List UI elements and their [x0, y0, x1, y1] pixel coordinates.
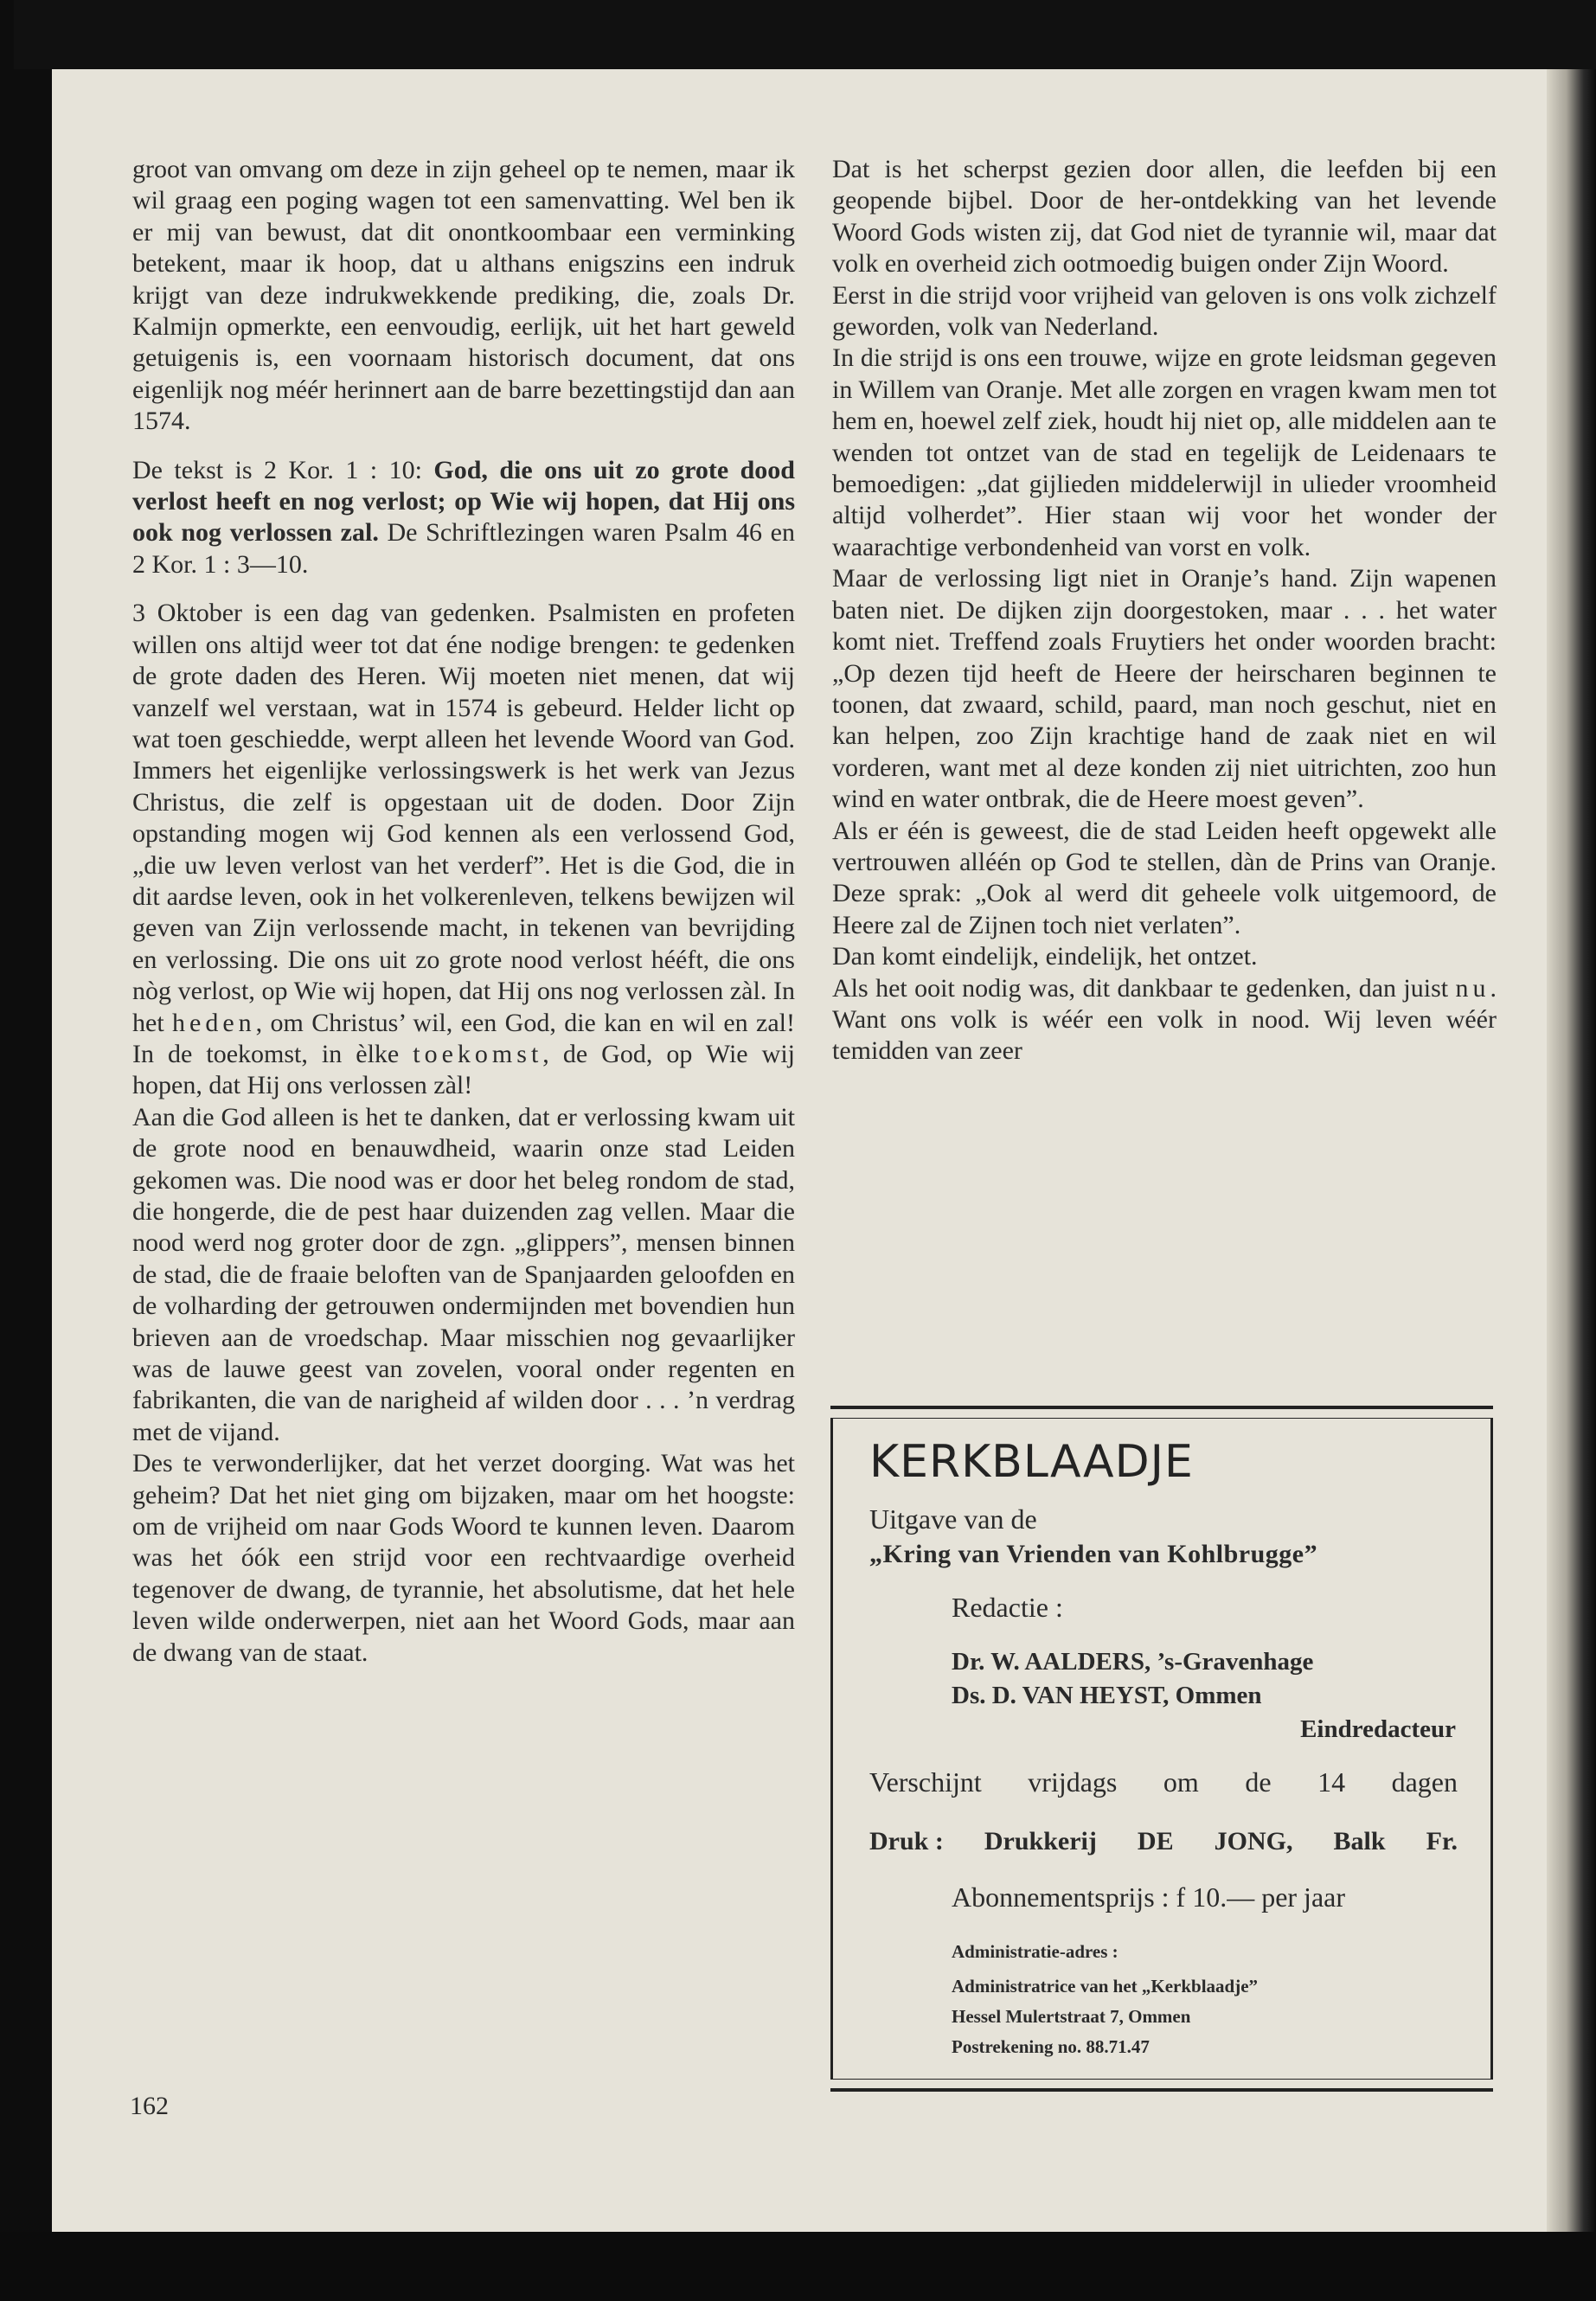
editor-1: Dr. W. AALDERS, ’s-Gravenhage [952, 1648, 1314, 1676]
text-run: Als het ooit nodig was, dit dankbaar te gedenken, dan juist [832, 973, 1456, 1003]
scan-border-top [14, 0, 1596, 69]
paragraph: Maar de verlossing ligt niet in Oranje’s hand. Zijn wapenen baten niet. De dijken zijn doorgestoken, maar . . . het water komt niet. Treffend zoals Fruytiers het onder woorden bracht: „Op dezen tijd heeft de Heere der heirscharen beginnen te toonen, dat zwaard, schild, paard, man noch geschut, niet en kan helpen, zoo Zijn krachtige hand de zaak niet en wil vorderen, want met al deze konden zij niet uitrichten, zoo hun wind en water ontbrak, die de Heere moest geven”. [832, 564, 1497, 814]
paragraph: Aan die God alleen is het te danken, dat er verlossing kwam uit de grote nood en benauwdheid, waarin onze stad Leiden gekomen was. Die nood was er door het beleg rondom de stad, die hongerde, die de pest haar duizenden zag vellen. Maar die nood werd nog groter door de zgn. „glippers”, mensen binnen de stad, die de fraaie beloften van de Spanjaarden geloofden en de volharding der getrouwen ondermijnden met bovendien hun brieven aan de vroedschap. Maar misschien nog gevaarlijker was de lauwe geest van zovelen, vooral onder regenten en fabrikanten, die van de narigheid af wilden door . . . ’n verdrag met de vijand. [132, 1102, 795, 1446]
word: om [1163, 1766, 1199, 1798]
paragraph: groot van omvang om deze in zijn geheel op te nemen, maar ik wil graag een poging wagen tot een samenvatting. Wel ben ik er mij van bewust, dat dit onontkoombaar een verminking betekent, maar ik hoop, dat u althans enigszins een indruk krijgt van deze indrukwekkende prediking, die, zoals Dr. Kalmijn opmerkte, een eenvoudig, eerlijk, uit het hart geweld getuigenis is, een voornaam historisch document, dat ons eigenlijk nog méér herinnert aan de barre bezettingstijd dan aan 1574. [132, 155, 795, 436]
printer-line [869, 1827, 1458, 1856]
paragraph: In die strijd is ons een trouwe, wijze en grote leidsman gegeven in Willem van Oranje. Met alle zorgen en vragen kwam men tot hem en, hoewel zelf ziek, houdt hij niet op, alle middelen aan te wenden tot ontzet van de stad en tegelijk de Leidenaars te bemoedigen: „dat gijlieden middelerwijl in ulieder vroomheid altijd volherdet”. Hier staan wij voor het wonder der waarachtige verbondenheid van vorst en volk. [832, 343, 1497, 561]
word: de [1245, 1766, 1272, 1798]
scan-border-bottom [0, 2232, 1596, 2301]
publisher-intro: Uitgave van de [869, 1503, 1037, 1535]
text-reference-tail: De Schriftlezingen waren Psalm 46 en 2 Kor. 1 : 3—10. [132, 518, 795, 579]
admin-line: Administratrice van het „Kerkblaadje” [952, 1976, 1259, 1997]
word: vrijdags [1028, 1766, 1118, 1798]
editor-2: Ds. D. VAN HEYST, Ommen [952, 1682, 1262, 1709]
colophon-frame [830, 1418, 1493, 2080]
text-run: . Want ons volk is wéér een volk in nood. Wij leven wéér temidden van zeer [832, 973, 1497, 1066]
word: DE [1137, 1827, 1174, 1856]
text-run: 3 Oktober is een dag van gedenken. Psalmisten en profeten willen ons altijd weer tot dat éne nodige brengen: te gedenken de grote daden des Heren. Wij moeten niet menen, dat wij vanzelf wel verstaan, wat in 1574 is gebeurd. Helder licht op wat toen geschiedde, werpt alleen het levende Woord van God. Immers het eigenlijke verlossingswerk is het werk van Jezus Christus, die zelf is opgestaan uit de doden. Door Zijn opstanding mogen wij God kennen als een verlossend God, „die uw leven verlost van het verderf”. Het is die God, die in dit aardse leven, ook in het volkerenleven, telkens bewijzen wil geven van Zijn verlossende macht, in tekenen van bevrijding en verlossing. Die ons uit zo grote nood verlost hééft, die ons nòg verlost, op Wie wij hopen, dat Hij ons nog verlossen zàl. In het [132, 599, 795, 1037]
editorial-heading: Redactie : [952, 1592, 1063, 1623]
paragraph [132, 598, 795, 1102]
editor-2-role: Eindredacteur [1300, 1715, 1456, 1743]
masthead-title: KERKBLAADJE [869, 1436, 1194, 1488]
kerkbladje-colophon-box [830, 1406, 1493, 2092]
paragraph [832, 973, 1497, 1067]
spaced-word: toekomst [413, 1039, 543, 1068]
text-reference-lead: De tekst is 2 Kor. 1 : 10: [132, 455, 434, 484]
word: Druk : [869, 1827, 944, 1856]
paragraph: Als er één is geweest, die de stad Leiden heeft opgewekt alle vertrouwen alléén op God te stellen, dàn de Prins van Oranje. Deze sprak: „Ook al werd dit geheele volk uitgemoord, de Heere zal de Zijnen toch niet verlaten”. [832, 816, 1497, 939]
paragraph: Dat is het scherpst gezien door allen, die leefden bij een geopende bijbel. Door de her-ontdekking van het levende Woord Gods wisten zij, dat God niet de tyrannie wil, maar dat volk en overheid zich ootmoedig buigen onder Zijn Woord. [832, 155, 1497, 279]
scan-border-right [1547, 69, 1596, 2301]
text-run: , om Christus’ wil, een God, die kan en wil en zal! In de toekomst, in èlke [132, 1008, 795, 1068]
paragraph: Eerst in die strijd voor vrijheid van geloven is ons volk zichzelf geworden, volk van Nederland. [832, 280, 1497, 342]
word: Balk [1333, 1827, 1386, 1856]
word: Verschijnt [869, 1766, 982, 1798]
publication-frequency [869, 1766, 1458, 1798]
paragraph-text-reference [132, 455, 795, 581]
admin-address: Hessel Mulertstraat 7, Ommen [952, 2006, 1191, 2027]
right-column [832, 154, 1497, 1067]
text-run: , de God, op Wie wij hopen, dat Hij ons verlossen zàl! [132, 1039, 795, 1100]
paragraph: Dan komt eindelijk, eindelijk, het ontzet. [832, 942, 1258, 971]
paragraph: Des te verwonderlijker, dat het verzet doorging. Wat was het geheim? Dat het niet ging om bijzaken, maar om het hoogste: om de vrijheid om naar Gods Woord te kunnen leven. Daarom was het óók een strijd voor een rechtvaardige overheid tegenover de dwang, de tyrannie, het absolutisme, dat het hele leven wilde onderwerpen, niet aan het Woord Gods, maar aan de dwang van de staat. [132, 1449, 795, 1667]
text-reference-bold: God, die ons uit zo grote dood verlost heeft en nog verlost; op Wie wij hopen, dat Hij ons ook nog verlossen zal. [132, 455, 795, 548]
scan-border-left [0, 0, 52, 2301]
subscription-price: Abonnementsprijs : f 10.— per jaar [952, 1881, 1345, 1913]
admin-heading: Administratie-adres : [952, 1941, 1118, 1962]
word: dagen [1391, 1766, 1458, 1798]
publisher-name: „Kring van Vrienden van Kohlbrugge” [869, 1540, 1318, 1568]
spaced-word: nu [1455, 973, 1490, 1003]
word: Fr. [1426, 1827, 1458, 1856]
admin-bank-account: Postrekening no. 88.71.47 [952, 2036, 1150, 2057]
spaced-word: heden [172, 1008, 256, 1037]
word: Drukkerij [984, 1827, 1097, 1856]
word: JONG, [1214, 1827, 1293, 1856]
left-column [132, 154, 795, 1669]
word: 14 [1317, 1766, 1346, 1798]
page-number: 162 [130, 2092, 169, 2120]
